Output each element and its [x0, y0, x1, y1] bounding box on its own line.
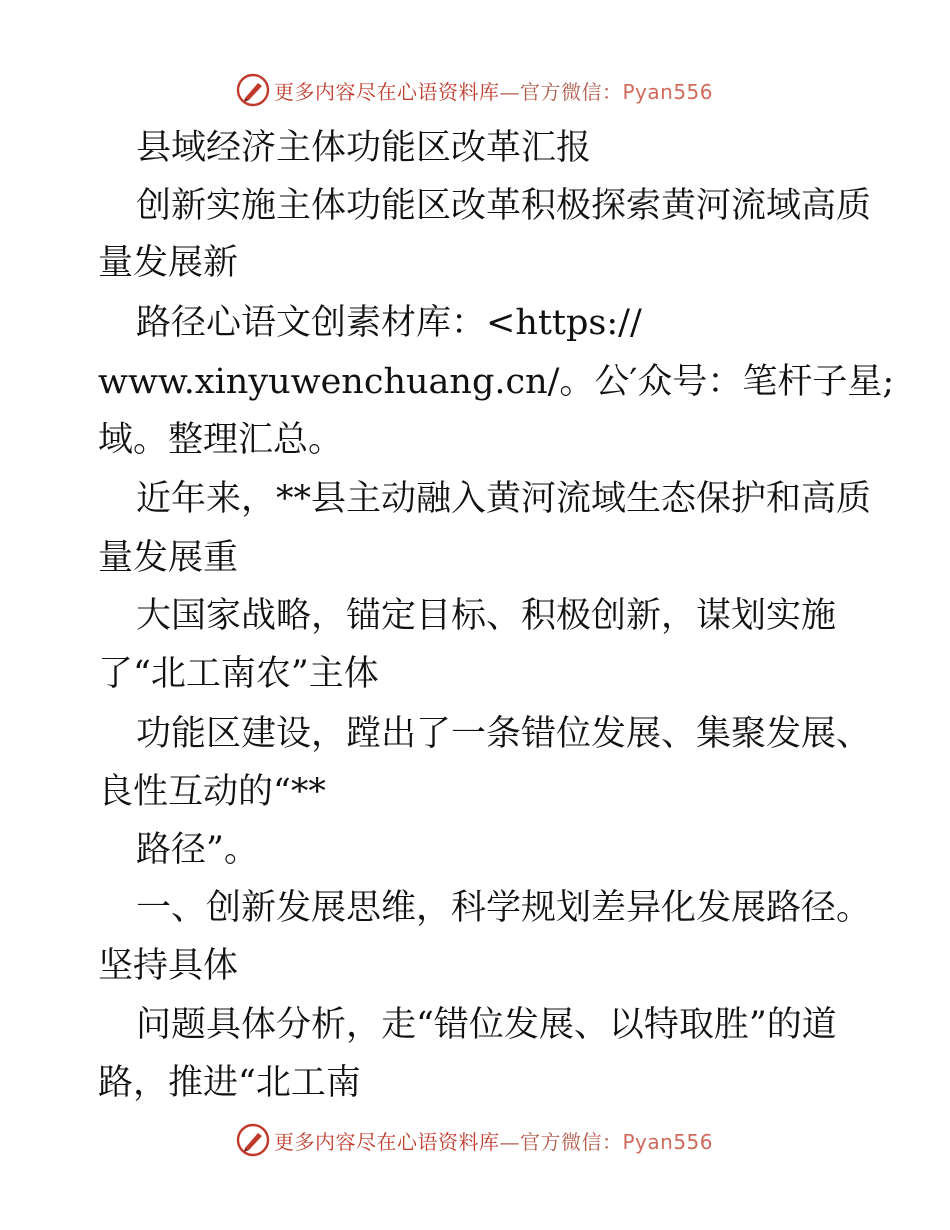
doc-line: www.xinyuwenchuang.cn/。公′众号：笔杆子星; — [98, 362, 895, 402]
doc-line: 大国家战略，锚定目标、积极创新，谋划实施 — [136, 596, 837, 636]
doc-line: 坚持具体 — [98, 946, 239, 986]
doc-line: 域。整理汇总。 — [98, 420, 344, 460]
pen-logo-icon — [236, 1123, 270, 1157]
doc-line: 了“北工南农”主体 — [98, 654, 379, 694]
watermark-text: 更多内容尽在心语资料库—官方微信：Pyan556 — [274, 1129, 714, 1154]
doc-line: 量发展重 — [98, 538, 239, 578]
doc-line: 路径心语文创素材库：<https:// — [136, 303, 642, 343]
footer-watermark-banner — [236, 1122, 716, 1158]
watermark-text: 更多内容尽在心语资料库—官方微信：Pyan556 — [274, 79, 714, 104]
doc-line: 问题具体分析，走“错位发展、以特取胜”的道 — [136, 1005, 837, 1045]
doc-line: 路径”。 — [136, 830, 259, 870]
doc-line: 功能区建设，蹚出了一条错位发展、集聚发展、 — [136, 714, 872, 754]
doc-line: 良性互动的“** — [98, 772, 326, 812]
header-watermark-banner — [236, 72, 716, 108]
doc-title: 县域经济主体功能区改革汇报 — [136, 128, 592, 168]
doc-line: 近年来，**县主动融入黄河流域生态保护和高质 — [136, 479, 872, 519]
doc-line: 量发展新 — [98, 243, 239, 283]
doc-line: 路，推进“北工南 — [98, 1063, 361, 1103]
doc-line: 创新实施主体功能区改革积极探索黄河流域高质 — [136, 186, 872, 226]
pen-logo-icon — [236, 73, 270, 107]
doc-line: 一、创新发展思维，科学规划差异化发展路径。 — [136, 888, 872, 928]
